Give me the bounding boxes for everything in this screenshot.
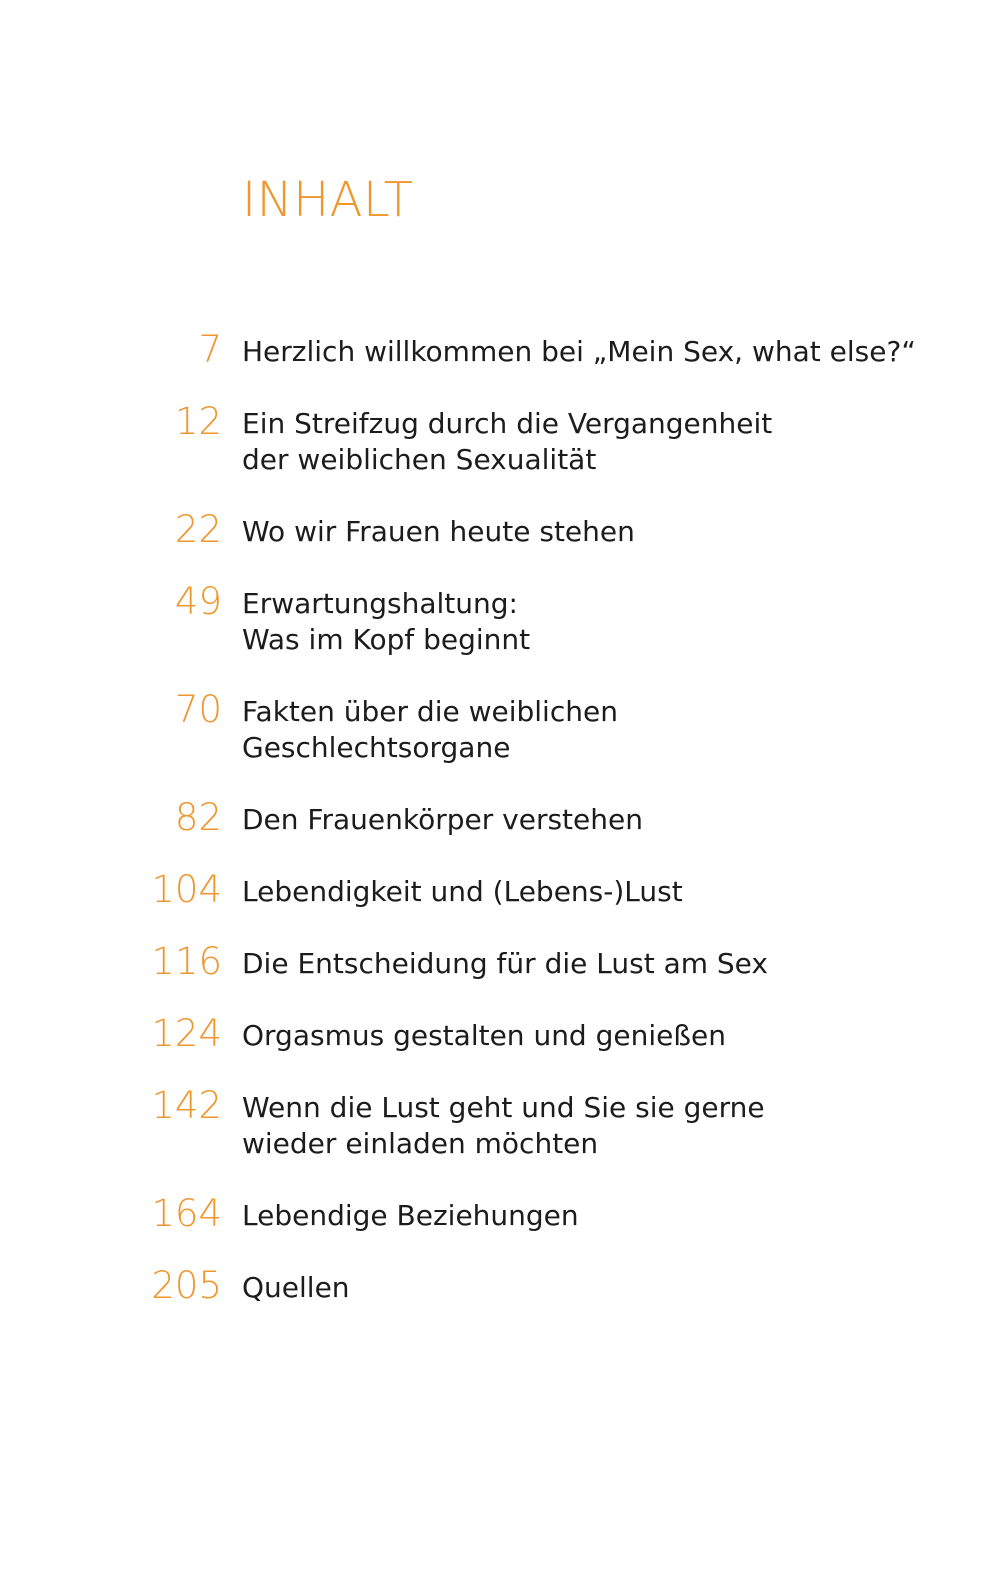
toc-page-number: 142 xyxy=(151,1084,222,1127)
toc-entry-title xyxy=(242,1090,942,1162)
toc-title-line: Herzlich willkommen bei „Mein Sex, what else?“ xyxy=(242,335,916,368)
toc-entry-title xyxy=(242,874,942,910)
toc-entry-title xyxy=(242,802,942,838)
toc-entry-title xyxy=(242,1198,942,1234)
toc-page-number: 82 xyxy=(174,796,222,839)
toc-entry[interactable] xyxy=(0,1264,1000,1350)
toc-entry[interactable] xyxy=(0,400,1000,486)
toc-entry[interactable] xyxy=(0,1012,1000,1098)
toc-entry[interactable] xyxy=(0,580,1000,666)
toc-title-line: Was im Kopf beginnt xyxy=(242,623,531,656)
toc-entry[interactable] xyxy=(0,688,1000,774)
toc-title-line: Lebendigkeit und (Lebens-)Lust xyxy=(242,875,683,908)
toc-heading: INHALT xyxy=(242,172,414,228)
toc-title-line: Erwartungshaltung: xyxy=(242,587,518,620)
toc-title-line: Ein Streifzug durch die Vergangenheit xyxy=(242,407,773,440)
toc-title-line: Fakten über die weiblichen xyxy=(242,695,618,728)
toc-title-line: Quellen xyxy=(242,1271,350,1304)
toc-entry-title xyxy=(242,694,942,766)
toc-title-line: Wenn die Lust geht und Sie sie gerne xyxy=(242,1091,765,1124)
toc-page-number: 7 xyxy=(198,328,222,371)
toc-entry[interactable] xyxy=(0,508,1000,594)
toc-entry-title xyxy=(242,946,942,982)
toc-page-number: 49 xyxy=(174,580,222,623)
toc-page-number: 205 xyxy=(151,1264,222,1307)
toc-page-number: 70 xyxy=(174,688,222,731)
toc-entry-title xyxy=(242,334,942,370)
toc-title-line: der weiblichen Sexualität xyxy=(242,443,597,476)
toc-title-line: Wo wir Frauen heute stehen xyxy=(242,515,635,548)
toc-page-number: 124 xyxy=(151,1012,222,1055)
toc-title-line: Orgasmus gestalten und genießen xyxy=(242,1019,726,1052)
toc-entry[interactable] xyxy=(0,796,1000,882)
toc-entry-title xyxy=(242,1018,942,1054)
toc-entry-title xyxy=(242,406,942,478)
toc-page-number: 22 xyxy=(174,508,222,551)
toc-page-number: 104 xyxy=(151,868,222,911)
toc-entry[interactable] xyxy=(0,1192,1000,1278)
toc-entry-title xyxy=(242,586,942,658)
toc-entry-title xyxy=(242,514,942,550)
toc-title-line: Den Frauenkörper verstehen xyxy=(242,803,643,836)
toc-title-line: Die Entscheidung für die Lust am Sex xyxy=(242,947,768,980)
toc-entry-title xyxy=(242,1270,942,1306)
toc-entry[interactable] xyxy=(0,868,1000,954)
toc-title-line: Lebendige Beziehungen xyxy=(242,1199,579,1232)
toc-entry[interactable] xyxy=(0,328,1000,414)
toc-title-line: Geschlechtsorgane xyxy=(242,731,511,764)
toc-entry[interactable] xyxy=(0,940,1000,1026)
toc-page-number: 116 xyxy=(151,940,222,983)
toc-page-number: 164 xyxy=(151,1192,222,1235)
toc-page-number: 12 xyxy=(174,400,222,443)
toc-entry[interactable] xyxy=(0,1084,1000,1170)
toc-title-line: wieder einladen möchten xyxy=(242,1127,599,1160)
